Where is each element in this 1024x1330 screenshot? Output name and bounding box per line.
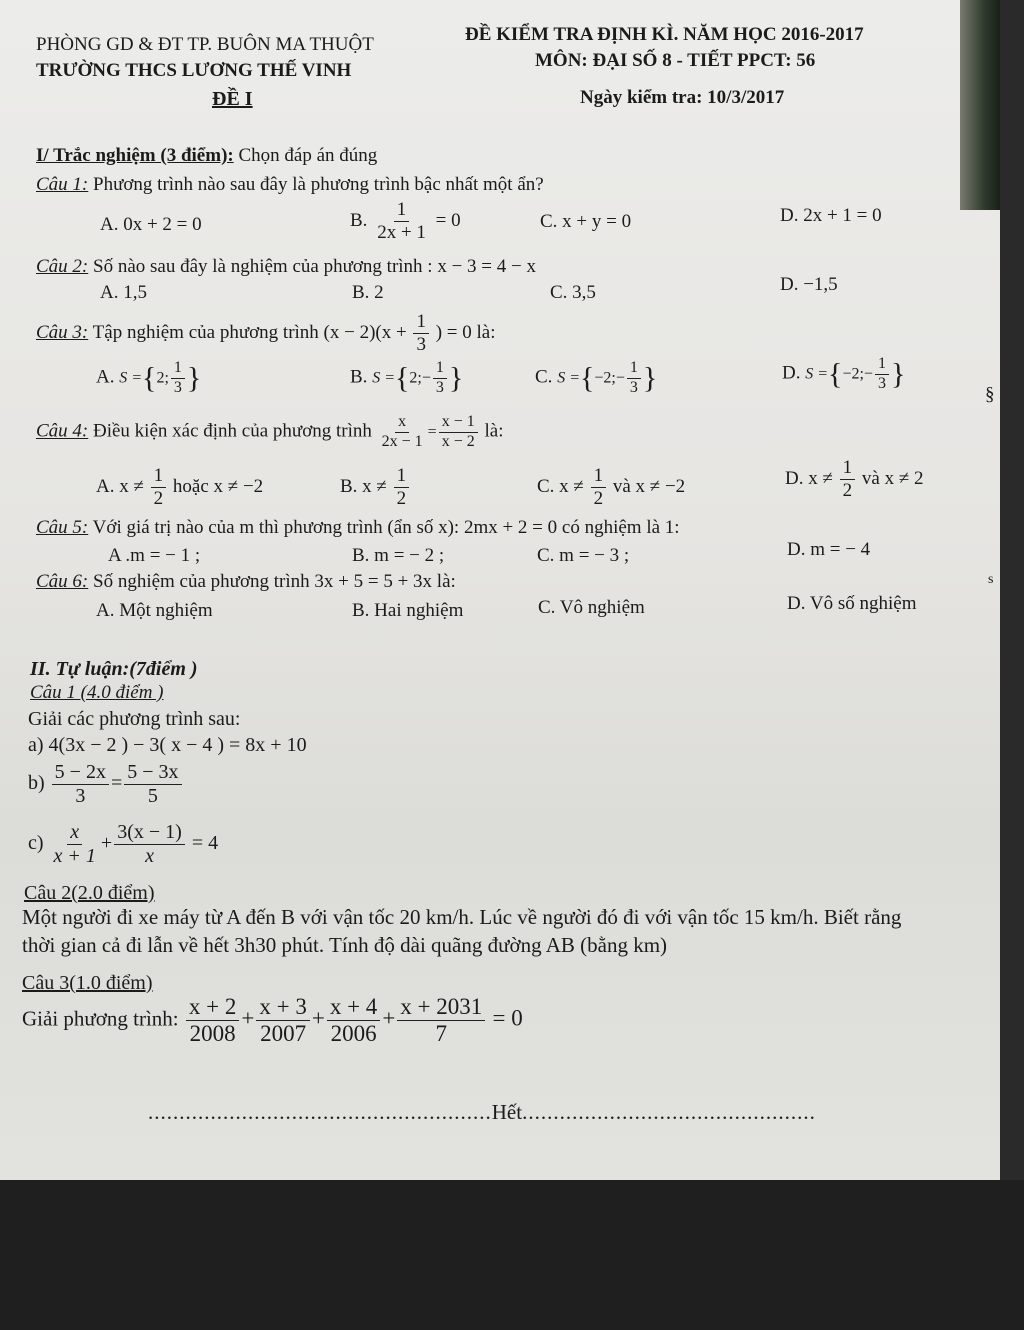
q4-text-pre: Điều kiện xác định của phương trình — [93, 420, 372, 442]
q5-text: Với giá trị nào của m thì phương trình (ẩn số x): 2mx + 2 = 0 có nghiệm là 1: — [92, 517, 680, 538]
q3-a-num: 1 — [171, 360, 185, 379]
q4-b-den: 2 — [396, 487, 407, 509]
header-department: PHÒNG GD & ĐT TP. BUÔN MA THUỘT — [36, 34, 374, 55]
c3-f3-den: 2006 — [330, 1021, 377, 1047]
q1-b-num: 1 — [394, 200, 410, 222]
end-dots-left: ....................................................... — [148, 1100, 492, 1124]
exam-code: ĐỀ I — [212, 88, 253, 110]
c3-f4-den: 7 — [435, 1021, 448, 1047]
q4-a-post: hoặc x ≠ −2 — [172, 475, 264, 497]
q4-c-num: 1 — [591, 466, 607, 488]
q1-option-c: C. x + y = 0 — [540, 211, 632, 232]
q4-option-b — [340, 466, 411, 509]
part2-c2-line1: Một người đi xe máy từ A đến B với vận tốc 20 km/h. Lúc về người đó đi với vận tốc 15 km/h. Biết rằng — [22, 905, 902, 929]
c1-c-l-den: x + 1 — [53, 845, 96, 867]
q3-b-in: 2;− — [409, 369, 431, 387]
q5-option-a: A .m = − 1 ; — [108, 545, 201, 566]
question-5 — [36, 517, 680, 539]
q4-b-pre: B. x ≠ — [340, 475, 387, 497]
part1-heading — [36, 145, 377, 167]
q6-option-c: C. Vô nghiệm — [538, 597, 645, 618]
q4-l-num: x — [395, 414, 409, 433]
q3-d-pre: S = — [805, 365, 829, 383]
q4-d-pre: D. x ≠ — [785, 467, 833, 489]
q3-c-label: C. — [535, 366, 553, 388]
exam-date: Ngày kiểm tra: 10/3/2017 — [580, 87, 785, 108]
c3-f2-num: x + 3 — [256, 995, 309, 1021]
c1-c-plus: + — [100, 832, 113, 855]
part2-c1-text: Giải các phương trình sau: — [28, 708, 241, 730]
q3-c-pre: S = — [557, 369, 580, 387]
background-bottom — [0, 1180, 1024, 1330]
c3-f4-num: x + 2031 — [397, 995, 485, 1021]
q1-option-d: D. 2x + 1 = 0 — [780, 205, 882, 226]
q3-option-b: B. S ={2;− $\frac{1}{3}$ } — [350, 359, 464, 396]
c3-f1-num: x + 2 — [186, 995, 239, 1021]
part2-c1-c — [28, 822, 218, 867]
q3-a-label: A. — [96, 366, 115, 388]
q4-d-num: 1 — [840, 458, 856, 480]
part2-c1-label: Câu 1 (4.0 điểm ) — [30, 682, 164, 703]
q3-b-pre: S = — [372, 369, 395, 387]
q4-c-post: và x ≠ −2 — [612, 475, 686, 497]
q3-d-in: −2;− — [842, 365, 873, 383]
q6-option-b: B. Hai nghiệm — [352, 600, 464, 621]
c1-c-tail: = 4 — [191, 832, 219, 855]
q4-l-den: 2x − 1 — [381, 432, 423, 450]
q4-a-den: 2 — [153, 487, 164, 509]
q4-option-c — [537, 466, 685, 509]
question-2 — [36, 256, 536, 278]
c1-c-r-num: 3(x − 1) — [114, 822, 185, 845]
header-subject: MÔN: ĐẠI SỐ 8 - TIẾT PPCT: 56 — [535, 50, 816, 71]
c3-f1-den: 2008 — [189, 1021, 236, 1047]
margin-s-mark: s — [988, 572, 994, 587]
q3-den: 3 — [416, 333, 426, 355]
margin-section-sign: § — [985, 384, 995, 405]
q3-d-den: 3 — [877, 374, 886, 392]
q1-b-label: B. — [350, 209, 368, 231]
end-line — [148, 1100, 816, 1125]
q2-option-b: B. 2 — [352, 282, 384, 303]
q4-r-den: x − 2 — [441, 432, 475, 450]
q2-option-c: C. 3,5 — [550, 282, 596, 303]
q3-d-label: D. — [782, 362, 801, 384]
q4-d-den: 2 — [842, 479, 853, 501]
question-6 — [36, 571, 456, 593]
c1-b-l-num: 5 − 2x — [52, 762, 109, 785]
q4-c-den: 2 — [593, 487, 604, 509]
q3-a-pre: S = — [119, 369, 143, 387]
background-edge — [960, 0, 1000, 210]
q5-option-b: B. m = − 2 ; — [352, 545, 445, 566]
c1-c-r-den: x — [145, 845, 154, 867]
q2-label: Câu 2: — [36, 256, 89, 277]
q3-b-label: B. — [350, 366, 368, 388]
q3-b-den: 3 — [435, 378, 444, 396]
c1-a-label: a) — [28, 734, 44, 756]
q3-c-num: 1 — [627, 360, 641, 379]
q4-a-num: 1 — [151, 466, 167, 488]
part2-c3-label: Câu 3(1.0 điểm) — [22, 972, 153, 994]
header-school: TRƯỜNG THCS LƯƠNG THẾ VINH — [36, 60, 352, 81]
part2-c1-a — [28, 734, 307, 757]
q2-option-d: D. −1,5 — [780, 274, 838, 295]
part2-title: II. Tự luận:(7điểm ) — [30, 658, 198, 680]
q2-text: Số nào sau đây là nghiệm của phương trình : x − 3 = 4 − x — [93, 256, 536, 277]
q6-option-a: A. Một nghiệm — [96, 600, 213, 621]
q3-num: 1 — [413, 312, 429, 334]
q4-label: Câu 4: — [36, 420, 89, 442]
part2-c1-b — [28, 762, 184, 807]
q3-option-c: C. S ={−2;− $\frac{1}{3}$ } — [535, 359, 658, 396]
q3-d-num: 1 — [875, 356, 889, 375]
q6-option-d: D. Vô số nghiệm — [787, 593, 917, 614]
part1-title: I/ Trắc nghiệm (3 điểm): — [36, 145, 234, 166]
q4-c-pre: C. x ≠ — [537, 475, 584, 497]
question-4 — [36, 414, 503, 451]
part2-c2-line2: thời gian cả đi lẫn về hết 3h30 phút. Tính độ dài quãng đường AB (bằng km) — [22, 933, 668, 957]
q4-a-pre: A. x ≠ — [96, 475, 144, 497]
c1-b-r-den: 5 — [147, 785, 158, 807]
q3-option-a: A. S ={2; $\frac{1}{3}$ } — [96, 359, 202, 396]
q3-option-d: D. S ={−2;− $\frac{1}{3}$ } — [782, 355, 906, 392]
q6-label: Câu 6: — [36, 571, 89, 592]
part2-c3-equation — [22, 995, 523, 1046]
part1-instruction: Chọn đáp án đúng — [238, 145, 378, 166]
c3-tail: = 0 — [492, 1005, 523, 1031]
c3-prefix: Giải phương trình: — [22, 1006, 179, 1031]
q5-option-d: D. m = − 4 — [787, 539, 871, 560]
q1-option-b — [350, 200, 461, 243]
q1-text: Phương trình nào sau đây là phương trình bậc nhất một ẩn? — [93, 174, 544, 195]
q3-b-num: 1 — [433, 360, 447, 379]
q3-a-in: 2; — [156, 369, 169, 387]
c1-b-eq: = — [110, 772, 123, 795]
c1-a-equation: 4(3x − 2 ) − 3( x − 4 ) = 8x + 10 — [48, 734, 307, 756]
c3-plus-2: + — [311, 1005, 325, 1031]
c1-c-l-num: x — [67, 822, 82, 845]
q3-c-in: −2;− — [594, 369, 625, 387]
q4-text-post: là: — [484, 420, 504, 442]
c3-f2-den: 2007 — [260, 1021, 307, 1047]
end-text: Hết — [491, 1100, 523, 1124]
c1-c-label: c) — [28, 832, 44, 855]
q4-b-num: 1 — [394, 466, 410, 488]
q2-option-a: A. 1,5 — [100, 282, 147, 303]
header-exam-title: ĐỀ KIỂM TRA ĐỊNH KÌ. NĂM HỌC 2016-2017 — [465, 24, 864, 45]
c1-b-l-den: 3 — [75, 785, 86, 807]
q3-text-post: ) = 0 là: — [435, 321, 496, 343]
q1-b-tail: = 0 — [435, 209, 461, 231]
question-1 — [36, 174, 544, 196]
q5-option-c: C. m = − 3 ; — [537, 545, 630, 566]
question-3 — [36, 312, 496, 355]
q4-r-num: x − 1 — [439, 414, 478, 433]
end-dots-right: ............................................... — [522, 1100, 816, 1124]
q4-option-a — [96, 466, 263, 509]
q3-c-den: 3 — [629, 378, 638, 396]
q1-option-a: A. 0x + 2 = 0 — [100, 214, 202, 235]
q3-label: Câu 3: — [36, 321, 89, 343]
q3-text-pre: Tập nghiệm của phương trình (x − 2)(x + — [92, 321, 407, 343]
c3-plus-3: + — [382, 1005, 396, 1031]
part2-c2-label: Câu 2(2.0 điểm) — [24, 882, 155, 904]
q6-text: Số nghiệm của phương trình 3x + 5 = 5 + 3x là: — [93, 571, 456, 592]
c1-b-r-num: 5 − 3x — [124, 762, 181, 785]
q1-label: Câu 1: — [36, 174, 89, 195]
q3-a-den: 3 — [173, 378, 182, 396]
q4-eq: = — [427, 423, 437, 441]
q4-d-post: và x ≠ 2 — [861, 467, 924, 489]
c1-b-label: b) — [28, 772, 45, 795]
c3-f3-num: x + 4 — [327, 995, 380, 1021]
c3-plus-1: + — [241, 1005, 255, 1031]
q1-b-den: 2x + 1 — [377, 221, 426, 243]
q4-option-d — [785, 458, 924, 501]
q5-label: Câu 5: — [36, 517, 89, 538]
